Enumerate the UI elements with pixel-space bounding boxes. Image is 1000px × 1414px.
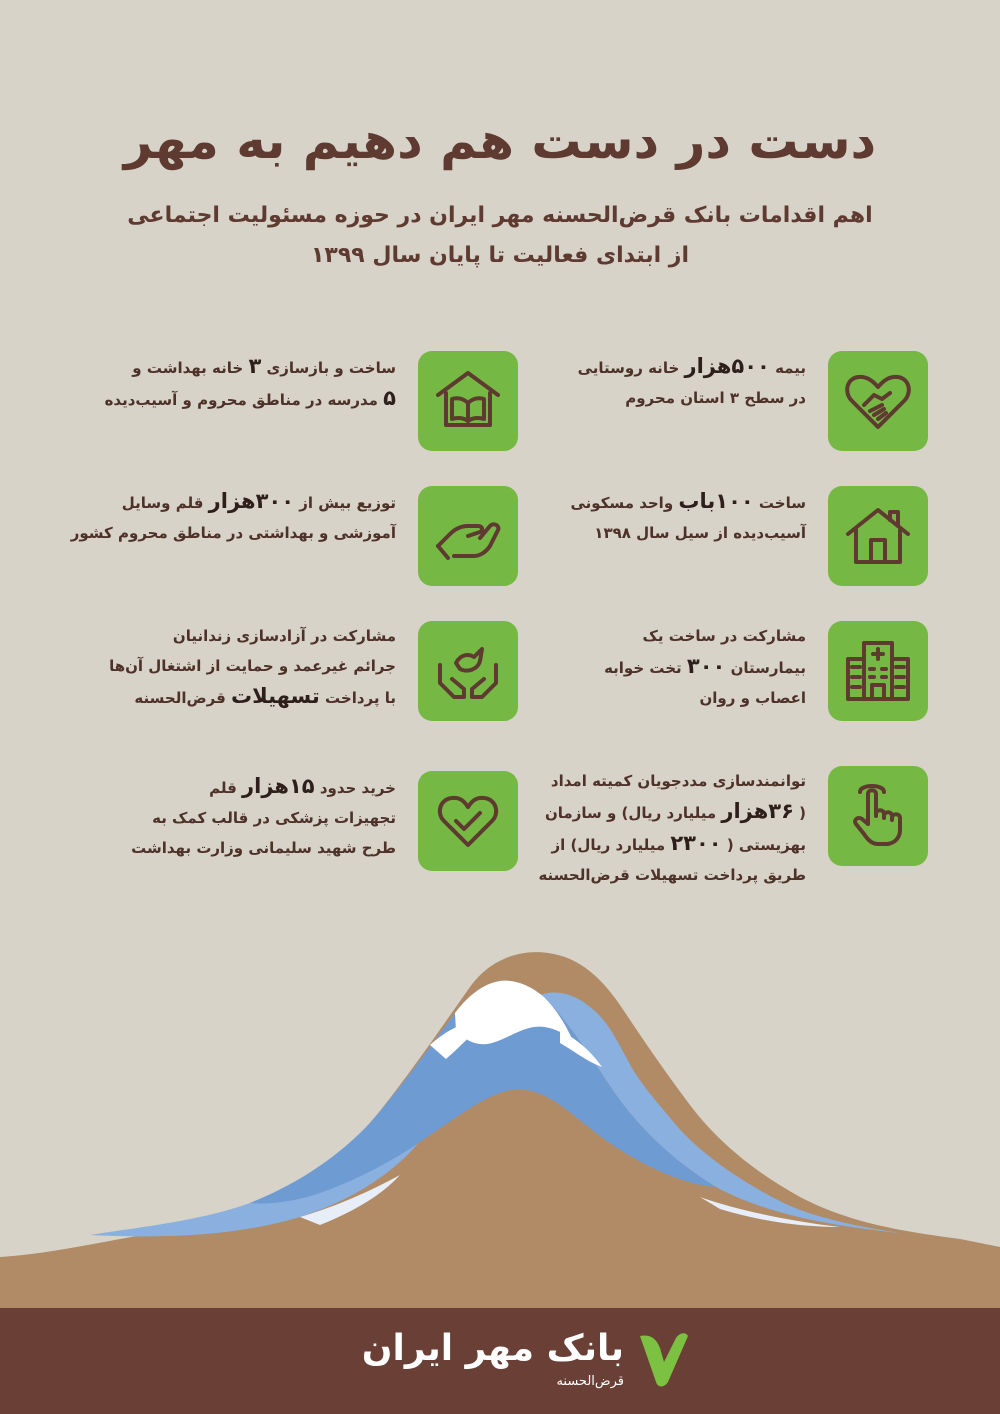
item-empowerment [458,766,928,884]
text-fragment: ( [793,804,806,822]
open-book-house-icon [432,365,504,437]
text-fragment: در سطح ۳ استان محروم [625,389,806,407]
text-fragment: میلیارد ریال) از [551,836,671,854]
highlight-number: ۳۰۰هزار [208,489,295,513]
text-fragment: توانمندسازی مددجویان کمیته امداد [550,772,806,790]
item-text-line [56,771,396,803]
text-fragment: قلم [209,779,243,797]
highlight-number: ۱۵هزار [242,774,315,798]
giving-hand-icon [432,500,504,572]
icon-tile [418,771,518,871]
icon-tile [418,351,518,451]
highlight-number: ۱۰۰باب [678,489,754,513]
text-fragment: بیمه [769,359,806,377]
text-fragment: ساخت و بازسازی [261,359,396,377]
text-fragment: واحد مسکونی [570,494,679,512]
item-text-line [56,803,396,833]
text-fragment: طریق پرداخت تسهیلات قرض‌الحسنه [538,866,806,884]
text-fragment: اعصاب و روان [699,689,806,707]
highlight-number: ۵۰۰هزار [684,354,770,378]
text-fragment: مشارکت در ساخت یک [642,627,806,645]
item-text-line [56,681,396,713]
footer-bar [0,1308,1000,1414]
subtitle-line-1: اهم اقدامات بانک قرض‌الحسنه مهر ایران در حوزه مسئولیت اجتماعی [127,203,873,228]
text-fragment: میلیارد ریال) و سازمان [545,804,722,822]
text-fragment: مدرسه در مناطق محروم و آسیب‌دیده [104,391,384,409]
item-flood-housing [458,486,928,586]
mountain-hands-illustration [0,935,1000,1308]
checkmark-logo-icon [636,1328,690,1388]
text-fragment: جرائم غیرعمد و حمایت از اشتغال آن‌ها [109,657,396,675]
house-icon [842,500,914,572]
item-text [56,351,396,415]
icon-tile [828,486,928,586]
item-text-line [56,351,396,383]
item-text [56,621,396,713]
item-hospital [458,621,928,721]
item-text-line [56,833,396,863]
highlight-number: ۳۶هزار [721,799,794,823]
icon-tile [418,621,518,721]
bank-name: بانک مهر ایران [361,1328,624,1369]
text-fragment: خانه روستایی [577,359,685,377]
text-fragment: با پرداخت [319,689,396,707]
item-medical-equipment [48,771,518,871]
text-fragment: قرض‌الحسنه [134,689,232,707]
heart-check-icon [432,785,504,857]
item-text-line [56,383,396,415]
highlight-number: ۵ [383,386,396,410]
highlight-number: تسهیلات [231,684,320,708]
bank-logo [330,1328,690,1398]
highlight-number: ۳ [248,354,262,378]
text-fragment: خانه بهداشت و [132,359,249,377]
highlight-number: ۲۳۰۰ [670,831,722,855]
item-text-line [56,486,396,518]
item-rural-insurance [458,351,928,451]
item-text-line [56,621,396,651]
text-fragment: تجهیزات پزشکی در قالب کمک به [152,809,396,827]
hospital-icon [842,635,914,707]
dove-hands-icon [432,635,504,707]
text-fragment: آسیب‌دیده از سیل سال ۱۳۹۸ [594,524,806,542]
bank-subtitle: قرض‌الحسنه [556,1374,624,1389]
text-fragment: مشارکت در آزادسازی زندانیان [172,627,396,645]
item-school-supplies [48,486,518,586]
text-fragment: خرید حدود [314,779,396,797]
text-fragment: بیمارستان [725,659,806,677]
item-text [56,771,396,863]
pointing-hand-icon [842,780,914,852]
item-health-houses [48,351,518,451]
text-fragment: آموزشی و بهداشتی در مناطق محروم کشور [70,524,396,542]
item-prisoners [48,621,518,721]
heart-handshake-icon [842,365,914,437]
text-fragment: طرح شهید سلیمانی وزارت بهداشت [131,839,396,857]
item-text [56,486,396,548]
text-fragment: قلم وسایل [121,494,209,512]
item-text-line [56,518,396,548]
icon-tile [828,351,928,451]
page-title: دست در دست هم دهیم به مهر [123,112,877,170]
text-fragment: ساخت [753,494,806,512]
highlight-number: ۳۰۰ [686,654,726,678]
icon-tile [418,486,518,586]
icon-tile [828,621,928,721]
text-fragment: بهزیستی ( [721,836,806,854]
text-fragment: تخت خوابه [604,659,687,677]
text-fragment: توزیع بیش از [294,494,396,512]
subtitle-line-2: از ابتدای فعالیت تا پایان سال ۱۳۹۹ [310,243,689,268]
icon-tile [828,766,928,866]
item-text-line [56,651,396,681]
